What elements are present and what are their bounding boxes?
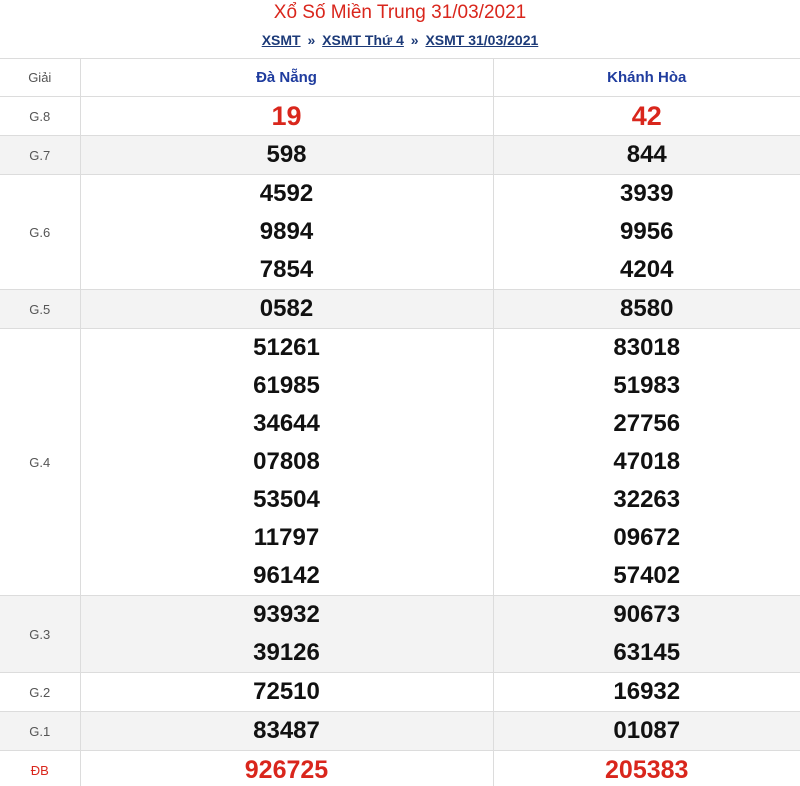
prize-label: G.6 (0, 175, 80, 290)
prize-number: 9894 (259, 218, 314, 245)
prize-row-g1 (0, 712, 800, 751)
prize-cell-da-nang (80, 751, 493, 786)
prize-cell-da-nang (80, 136, 493, 175)
prize-label: G.5 (0, 290, 80, 329)
prize-number: 51983 (613, 372, 681, 399)
breadcrumb-separator: » (307, 32, 316, 48)
breadcrumb (0, 28, 800, 52)
breadcrumb-link-xsmt[interactable]: XSMT (261, 32, 301, 48)
prize-label: G.1 (0, 712, 80, 751)
breadcrumb-link-weekday[interactable]: XSMT Thứ 4 (322, 32, 404, 48)
prize-row-g6 (0, 175, 800, 290)
column-header-da-nang: Đà Nẵng (80, 59, 493, 97)
prize-row-g2 (0, 673, 800, 712)
page-header (0, 0, 800, 58)
special-prize-number: 205383 (605, 756, 689, 784)
prize-number: 3939 (620, 180, 674, 207)
table-header-row (0, 59, 800, 97)
prize-number: 42 (631, 101, 662, 131)
column-header-prize: Giải (0, 59, 80, 97)
column-header-khanh-hoa: Khánh Hòa (493, 59, 800, 97)
prize-row-special (0, 751, 800, 786)
prize-number: 53504 (253, 486, 320, 513)
prize-cell-khanh-hoa (493, 673, 800, 712)
prize-number: 32263 (613, 486, 681, 513)
prize-number: 9956 (620, 218, 674, 245)
prize-number: 598 (266, 141, 307, 168)
special-prize-number: 926725 (244, 756, 329, 784)
prize-row-g4 (0, 329, 800, 596)
prize-cell-khanh-hoa (493, 712, 800, 751)
prize-number: 01087 (613, 717, 681, 744)
prize-cell-khanh-hoa (493, 175, 800, 290)
prize-row-g3 (0, 596, 800, 673)
prize-number: 63145 (613, 639, 681, 666)
prize-number: 4204 (620, 256, 674, 283)
prize-number: 96142 (253, 562, 320, 589)
prize-number: 11797 (253, 524, 320, 551)
results-table (0, 58, 800, 786)
prize-cell-khanh-hoa (493, 329, 800, 596)
prize-cell-da-nang (80, 97, 493, 136)
prize-number: 90673 (613, 601, 681, 628)
prize-label: G.8 (0, 97, 80, 136)
breadcrumb-link-date[interactable]: XSMT 31/03/2021 (425, 32, 539, 48)
prize-number: 47018 (613, 448, 681, 475)
prize-cell-khanh-hoa (493, 290, 800, 329)
prize-cell-da-nang (80, 175, 493, 290)
prize-cell-da-nang (80, 673, 493, 712)
prize-cell-da-nang (80, 329, 493, 596)
prize-number: 7854 (259, 256, 314, 283)
prize-cell-da-nang (80, 290, 493, 329)
prize-cell-khanh-hoa (493, 136, 800, 175)
prize-number: 27756 (613, 410, 681, 437)
prize-number: 8580 (620, 295, 674, 322)
prize-number: 93932 (253, 601, 320, 628)
prize-number: 07808 (253, 448, 320, 475)
prize-cell-da-nang (80, 712, 493, 751)
prize-row-g7 (0, 136, 800, 175)
prize-number: 0582 (259, 295, 314, 322)
prize-row-g5 (0, 290, 800, 329)
breadcrumb-separator: » (410, 32, 419, 48)
prize-number: 61985 (253, 372, 320, 399)
page-title: Xổ Số Miền Trung 31/03/2021 (273, 2, 527, 23)
prize-number: 844 (626, 141, 667, 168)
prize-number: 83487 (253, 717, 320, 744)
prize-number: 51261 (253, 334, 320, 361)
prize-number: 34644 (253, 410, 320, 437)
prize-number: 09672 (613, 524, 681, 551)
prize-number: 72510 (253, 678, 320, 705)
prize-number: 39126 (253, 639, 320, 666)
prize-label: G.4 (0, 329, 80, 596)
prize-cell-da-nang (80, 596, 493, 673)
prize-label: G.2 (0, 673, 80, 712)
prize-number: 16932 (613, 678, 681, 705)
prize-label: G.7 (0, 136, 80, 175)
prize-number: 19 (271, 101, 302, 131)
prize-cell-khanh-hoa (493, 97, 800, 136)
prize-cell-khanh-hoa (493, 751, 800, 786)
prize-number: 83018 (613, 334, 681, 361)
prize-label-special: ĐB (0, 751, 80, 786)
prize-number: 4592 (259, 180, 314, 207)
prize-row-g8 (0, 97, 800, 136)
prize-number: 57402 (613, 562, 681, 589)
prize-label: G.3 (0, 596, 80, 673)
prize-cell-khanh-hoa (493, 596, 800, 673)
